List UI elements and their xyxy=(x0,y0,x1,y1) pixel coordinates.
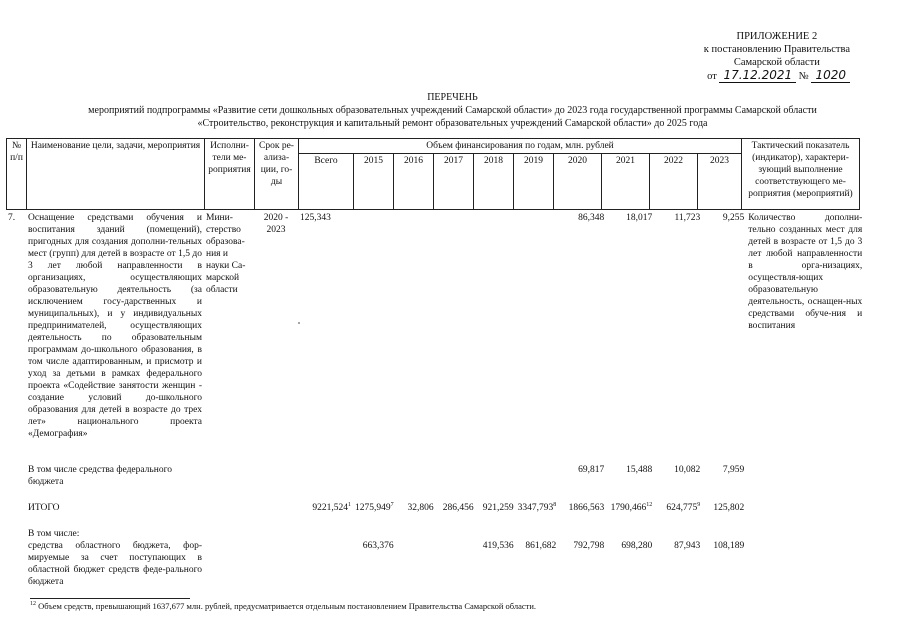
doc-subtitle-1: мероприятий подпрограммы «Развитие сети дошкольных образовательных учреждений Самарской области» до 2023 года государственной программы Самарской области xyxy=(88,105,817,116)
table-row xyxy=(6,501,864,527)
col-year: 2021 xyxy=(602,154,650,210)
cell-2022: 11,723 xyxy=(674,213,701,223)
cell-2020: 792,798 xyxy=(573,541,605,551)
incl-label xyxy=(26,527,204,589)
col-year: 2016 xyxy=(394,154,434,210)
cell-2020: 86,348 xyxy=(578,213,605,223)
col-year: 2015 xyxy=(354,154,394,210)
itogo-label: ИТОГО xyxy=(28,503,60,513)
incl-label-1: В том числе: xyxy=(28,529,80,539)
cell-2018: 921,259 xyxy=(482,503,514,513)
value: 1790,466 xyxy=(610,503,647,513)
federal-label: В том числе средства федерального бюджета xyxy=(28,465,172,487)
footnote xyxy=(30,601,536,612)
cell-2023: 108,189 xyxy=(713,541,745,551)
cell-2018: 419,536 xyxy=(482,541,514,551)
cell-2023: 125,802 xyxy=(713,503,745,513)
footnote-ref: 1 xyxy=(348,501,351,508)
table-row xyxy=(6,527,864,589)
doc-heading: ПЕРЕЧЕНЬ xyxy=(427,92,478,103)
cell-2023: 9,255 xyxy=(722,213,745,223)
cell-2022: 10,082 xyxy=(674,465,701,475)
cell-2021: 18,017 xyxy=(626,213,653,223)
col-year: 2019 xyxy=(514,154,554,210)
col-num: № п/п xyxy=(7,139,27,210)
cell-2020: 1866,563 xyxy=(568,503,605,513)
appendix-line2: к постановлению Правительства xyxy=(703,44,850,55)
doc-subtitle-2: «Строительство, реконструкция и капитальный ремонт образовательных учреждений Самарской области» до 2025 года xyxy=(197,118,708,129)
col-year: 2020 xyxy=(554,154,602,210)
cell-2019 xyxy=(516,211,559,463)
row-num: 7. xyxy=(8,213,16,223)
appendix-date-line xyxy=(707,68,850,82)
col-total: Всего xyxy=(299,154,354,210)
table-row xyxy=(6,463,864,501)
incl-label-2: средства областного бюджета, фор-мируемые за счет поступающих в областной бюджет средств феде-рального бюджета xyxy=(28,541,202,587)
cell-2019: 861,682 xyxy=(525,541,557,551)
itogo-total xyxy=(298,501,353,527)
cell-2023: 7,959 xyxy=(722,465,745,475)
table-row xyxy=(6,211,864,463)
from-prefix: от xyxy=(707,71,717,82)
col-year: 2022 xyxy=(650,154,698,210)
value: 624,775 xyxy=(666,503,698,513)
cell-2017 xyxy=(436,211,476,463)
col-year: 2017 xyxy=(434,154,474,210)
appendix-block xyxy=(704,30,850,83)
cell-2021: 15,488 xyxy=(626,465,653,475)
date-handwritten: 17.12.2021 xyxy=(719,69,796,83)
cell-2022 xyxy=(654,501,702,527)
col-year: 2023 xyxy=(698,154,742,210)
cell-2022: 87,943 xyxy=(674,541,701,551)
footnote-ref: 8 xyxy=(553,501,557,508)
cell-2016 xyxy=(396,211,436,463)
cell-2019 xyxy=(516,501,559,527)
value: 9221,524 xyxy=(312,503,348,513)
row-indicator: Количество дополни-тельно созданных мест для детей в возрасте от 1,5 до 3 лет любой направленности в орга-низациях, осуществля-ющих образовательную деятельность, оснащен-ных средствами обуче-ния и воспитания xyxy=(748,213,863,331)
cell-2018 xyxy=(476,211,516,463)
row-executor: Мини-стерство образова-ния и науки Са-марской области xyxy=(206,213,246,295)
value: 1275,949 xyxy=(355,503,391,513)
scan-dot xyxy=(298,322,300,324)
row-name: Оснащение средствами обучения и воспитания зданий (помещений), пригодных для создания дополни-тельных мест (групп) для детей в возрасте от 1,5 до 3 лет любой направленности в организациях, осуществляющих образовательную деятельность (за исключением госу-дарственных и муниципальных), и у индивидуальных предпринимателей, осуществляющих деятельность по образовательным программам до-школьного образования, в том числе адаптированным, и присмотр и уход за детьми в рамках федерального проекта «Содействие занятости женщин - создание условий до-школьного образования для детей в возрасте до трех лет» национального проекта «Демография» xyxy=(28,213,202,439)
cell-2015 xyxy=(353,211,396,463)
col-indicator: Тактический показатель (индикатор), характери-зующий выполнение соответствующего ме-роприятия (мероприятий) xyxy=(742,139,860,210)
cell-2015 xyxy=(353,501,396,527)
cell-2016: 32,806 xyxy=(407,503,434,513)
table-body xyxy=(6,211,864,589)
col-year: 2018 xyxy=(474,154,514,210)
footnote-text: Объем средств, превышающий 1637,677 млн. рублей, предусматривается отдельным постановлением Правительства Самарской области. xyxy=(38,601,537,611)
row-total: 125,343 xyxy=(300,213,331,223)
footnote-mark: 12 xyxy=(30,601,36,608)
number-prefix: № xyxy=(798,71,809,82)
cell-2020: 69,817 xyxy=(578,465,605,475)
col-period: Срок ре-ализа-ции, го-ды xyxy=(255,139,299,210)
col-name: Наименование цели, задачи, мероприятия xyxy=(27,139,205,210)
value: 3347,793 xyxy=(517,503,554,513)
col-funding: Объем финансирования по годам, млн. рублей xyxy=(299,139,742,154)
appendix-line3: Самарской области xyxy=(733,57,820,68)
cell-2015: 663,376 xyxy=(362,541,394,551)
col-executors: Исполни-тели ме-роприятия xyxy=(205,139,255,210)
table-header xyxy=(6,138,860,210)
appendix-title: ПРИЛОЖЕНИЕ 2 xyxy=(736,31,818,42)
footnote-ref: 9 xyxy=(697,501,701,508)
footnote-ref: 7 xyxy=(390,501,394,508)
number-handwritten: 1020 xyxy=(811,69,850,83)
footnote-divider xyxy=(30,598,190,599)
cell-2021 xyxy=(606,501,654,527)
row-period: 2020 - 2023 xyxy=(263,213,289,235)
cell-2021: 698,280 xyxy=(621,541,653,551)
cell-2017: 286,456 xyxy=(442,503,474,513)
footnote-ref: 12 xyxy=(646,501,653,508)
